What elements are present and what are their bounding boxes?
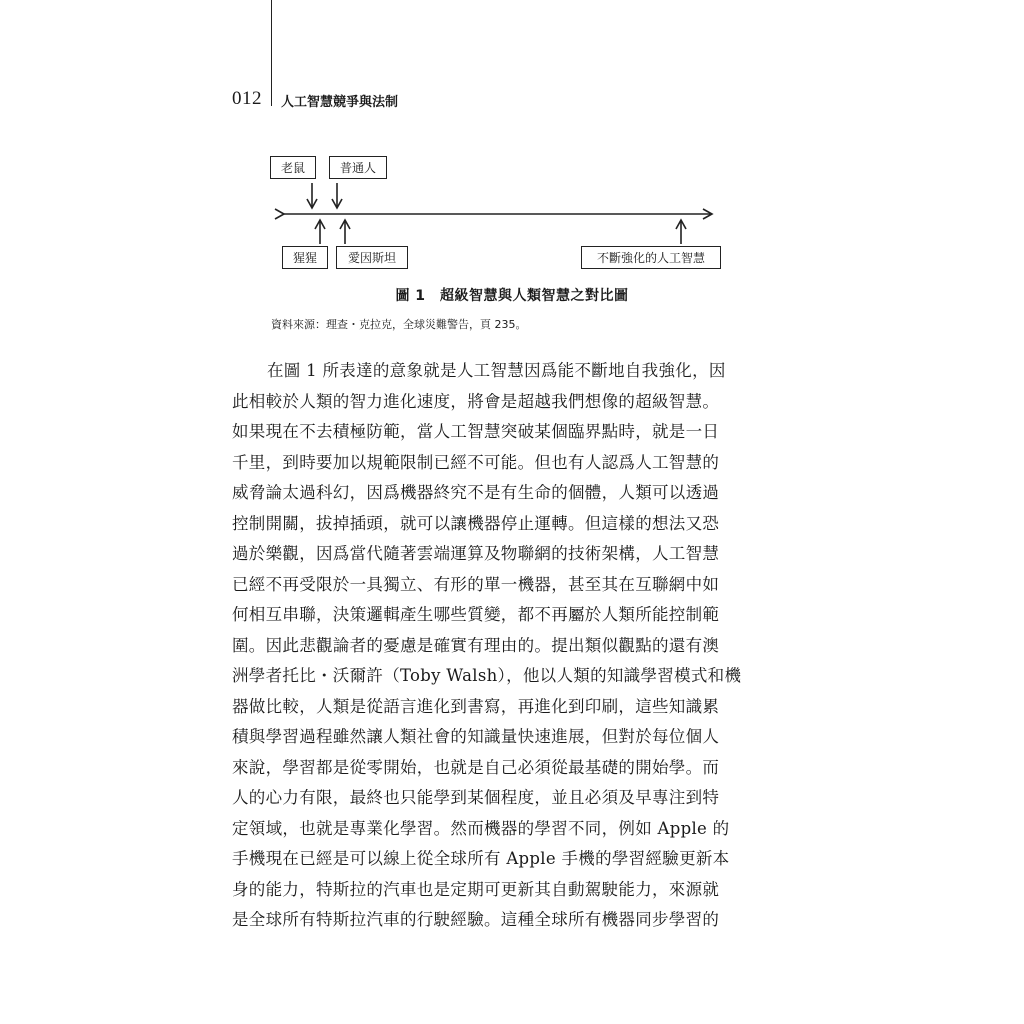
body-line: 千里，到時要加以規範限制已經不可能。但也有人認爲人工智慧的 [232,452,720,472]
label-mouse: 老鼠 [270,156,316,179]
body-line: 已經不再受限於一具獨立、有形的單一機器，甚至其在互聯網中如 [232,574,720,594]
body-line: 控制開關，拔掉插頭，就可以讓機器停止運轉。但這樣的想法又恐 [232,513,720,533]
body-line: 是全球所有特斯拉汽車的行駛經驗。這種全球所有機器同步學習的 [232,910,720,929]
body-line: 身的能力，特斯拉的汽車也是定期可更新其自動駕駛能力，來源就 [232,879,720,899]
label-strengthening-ai: 不斷強化的人工智慧 [581,246,721,269]
figure-source: 資料來源：理查・克拉克，全球災難警告，頁 235。 [271,318,527,331]
body-line: 積與學習過程雖然讓人類社會的知識量快速進展，但對於每位個人 [232,727,720,746]
body-line: 人的心力有限，最終也只能學到某個程度，並且必須及早專注到特 [232,788,720,807]
intelligence-comparison-diagram [0,0,1024,300]
body-line: 過於樂觀，因爲當代隨著雲端運算及物聯網的技術架構，人工智慧 [232,544,720,563]
body-line: 定領域，也就是專業化學習。然而機器的學習不同，例如 Apple 的 [232,818,730,838]
body-line: 洲學者托比・沃爾許（Toby Walsh），他以人類的知識學習模式和機 [232,666,742,685]
body-line: 器做比較，人類是從語言進化到書寫，再進化到印刷，這些知識累 [232,696,720,716]
body-line: 圍。因此悲觀論者的憂慮是確實有理由的。提出類似觀點的還有澳 [232,635,720,655]
body-line: 威脅論太過科幻，因爲機器終究不是有生命的個體，人類可以透過 [232,483,720,502]
body-line: 來說，學習都是從零開始，也就是自己必須從最基礎的開始學。而 [232,757,720,777]
page-number: 012 [232,88,262,109]
running-title: 人工智慧競爭與法制 [281,95,399,110]
body-text [232,356,762,936]
body-line: 此相較於人類的智力進化速度，將會是超越我們想像的超級智慧。 [232,391,720,411]
diagram-arrows [0,0,1024,300]
body-line: 如果現在不去積極防範，當人工智慧突破某個臨界點時，就是一日 [232,422,720,441]
label-ordinary-person: 普通人 [329,156,387,179]
body-line: 何相互串聯，決策邏輯產生哪些質變，都不再屬於人類所能控制範 [232,605,720,624]
label-chimp: 猩猩 [282,246,328,269]
figure-caption: 圖 1 超級智慧與人類智慧之對比圖 [395,288,629,304]
body-line: 手機現在已經是可以線上從全球所有 Apple 手機的學習經驗更新本 [232,849,730,868]
body-line: 在圖 1 所表達的意象就是人工智慧因爲能不斷地自我強化，因 [267,361,726,380]
label-einstein: 愛因斯坦 [336,246,408,269]
